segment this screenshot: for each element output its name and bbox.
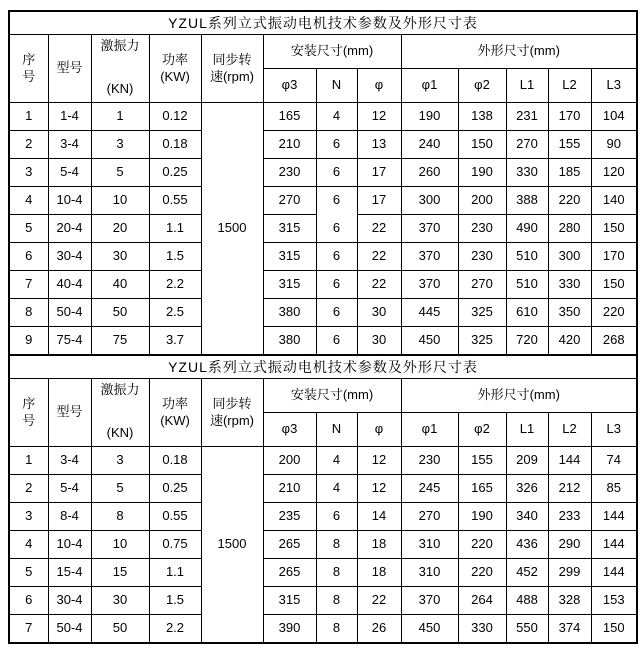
header-phi1: φ1 (401, 69, 458, 103)
header-power-unit: (KW) (160, 68, 190, 84)
cell-power: 1.1 (149, 215, 201, 243)
cell-l1: 490 (506, 215, 548, 243)
cell-n: 6 (316, 187, 357, 215)
table-row (9, 475, 637, 503)
header-l1: L1 (506, 413, 548, 447)
cell-l3: 90 (591, 131, 637, 159)
cell-phi2: 330 (458, 615, 506, 644)
cell-phi2: 150 (458, 131, 506, 159)
cell-n: 6 (316, 503, 357, 531)
cell-phi1: 260 (401, 159, 458, 187)
table-title: YZUL系列立式振动电机技术参数及外形尺寸表 (9, 356, 637, 379)
table-row (9, 559, 637, 587)
cell-seq: 7 (9, 615, 48, 644)
cell-seq: 7 (9, 271, 48, 299)
cell-phi3: 230 (263, 159, 316, 187)
cell-phi3: 315 (263, 215, 316, 243)
cell-phi3: 315 (263, 587, 316, 615)
cell-seq: 1 (9, 103, 48, 131)
cell-phi3: 265 (263, 531, 316, 559)
header-power-line1: 功率 (161, 51, 188, 67)
cell-force: 20 (91, 215, 149, 243)
header-l3: L3 (591, 413, 637, 447)
header-seq (9, 379, 48, 447)
cell-phi: 30 (357, 299, 401, 327)
cell-l1: 326 (506, 475, 548, 503)
header-seq (9, 35, 48, 103)
cell-l3: 120 (591, 159, 637, 187)
cell-phi2: 138 (458, 103, 506, 131)
cell-model: 3-4 (48, 131, 91, 159)
cell-phi2: 220 (458, 531, 506, 559)
header-phi3: φ3 (263, 69, 316, 103)
cell-model: 75-4 (48, 327, 91, 356)
cell-phi: 30 (357, 327, 401, 356)
cell-l1: 209 (506, 447, 548, 475)
cell-power: 0.75 (149, 531, 201, 559)
cell-seq: 4 (9, 187, 48, 215)
header-seq-line1: 序 (22, 51, 36, 67)
title-row (9, 356, 637, 379)
cell-l2: 212 (548, 475, 591, 503)
cell-phi: 12 (357, 447, 401, 475)
cell-l2: 185 (548, 159, 591, 187)
cell-l1: 231 (506, 103, 548, 131)
cell-phi2: 165 (458, 475, 506, 503)
cell-phi1: 270 (401, 503, 458, 531)
cell-phi: 12 (357, 475, 401, 503)
cell-phi1: 370 (401, 587, 458, 615)
cell-l3: 150 (591, 615, 637, 644)
cell-power: 2.2 (149, 615, 201, 644)
header-force-line1: 激振力 (100, 381, 140, 397)
cell-power: 0.25 (149, 159, 201, 187)
cell-phi: 18 (357, 531, 401, 559)
cell-phi1: 230 (401, 447, 458, 475)
cell-n: 4 (316, 103, 357, 131)
cell-power: 1.1 (149, 559, 201, 587)
header-power-unit: (KW) (160, 412, 190, 428)
cell-seq: 6 (9, 243, 48, 271)
spec-table-2 (8, 356, 638, 644)
cell-phi: 17 (357, 187, 401, 215)
cell-phi2: 325 (458, 327, 506, 356)
cell-l1: 270 (506, 131, 548, 159)
header-n: N (316, 69, 357, 103)
cell-l1: 550 (506, 615, 548, 644)
cell-l2: 144 (548, 447, 591, 475)
header-power (149, 379, 201, 447)
cell-phi1: 450 (401, 615, 458, 644)
header-install-group: 安装尺寸(mm) (263, 35, 401, 69)
cell-force: 30 (91, 243, 149, 271)
cell-power: 0.18 (149, 131, 201, 159)
cell-speed-rpm: 1500 (201, 447, 263, 644)
cell-force: 15 (91, 559, 149, 587)
cell-phi2: 190 (458, 503, 506, 531)
header-seq-line2: 号 (22, 68, 36, 84)
header-outline-group: 外形尺寸(mm) (401, 379, 637, 413)
cell-power: 0.18 (149, 447, 201, 475)
cell-phi2: 264 (458, 587, 506, 615)
spec-sheet (8, 10, 636, 644)
cell-l2: 233 (548, 503, 591, 531)
cell-power: 1.5 (149, 587, 201, 615)
header-phi2: φ2 (458, 413, 506, 447)
cell-power: 0.55 (149, 503, 201, 531)
cell-n: 6 (316, 299, 357, 327)
header-row-1 (9, 35, 637, 69)
spec-table-1 (8, 10, 638, 356)
header-phi1: φ1 (401, 413, 458, 447)
cell-n: 6 (316, 327, 357, 356)
header-speed-line2: 速(rpm) (209, 412, 255, 428)
table-row (9, 327, 637, 356)
cell-phi1: 245 (401, 475, 458, 503)
table-row (9, 447, 637, 475)
cell-power: 0.25 (149, 475, 201, 503)
cell-l1: 330 (506, 159, 548, 187)
header-l1: L1 (506, 69, 548, 103)
cell-l3: 153 (591, 587, 637, 615)
cell-l3: 140 (591, 187, 637, 215)
table-title: YZUL系列立式振动电机技术参数及外形尺寸表 (9, 11, 637, 35)
cell-phi: 26 (357, 615, 401, 644)
cell-model: 3-4 (48, 447, 91, 475)
cell-phi1: 445 (401, 299, 458, 327)
cell-l1: 436 (506, 531, 548, 559)
header-force-unit: (KN) (106, 80, 134, 96)
cell-phi2: 155 (458, 447, 506, 475)
table-row (9, 103, 637, 131)
cell-phi3: 380 (263, 299, 316, 327)
cell-l3: 144 (591, 559, 637, 587)
cell-n: 6 (316, 131, 357, 159)
header-power (149, 35, 201, 103)
cell-l2: 374 (548, 615, 591, 644)
header-force (91, 35, 149, 103)
cell-l3: 268 (591, 327, 637, 356)
cell-phi3: 165 (263, 103, 316, 131)
table-row (9, 299, 637, 327)
cell-l2: 300 (548, 243, 591, 271)
cell-l2: 330 (548, 271, 591, 299)
title-row (9, 11, 637, 35)
cell-power: 1.5 (149, 243, 201, 271)
cell-l1: 452 (506, 559, 548, 587)
cell-n: 8 (316, 615, 357, 644)
header-speed-line1: 同步转 (212, 51, 252, 67)
header-power-line1: 功率 (161, 395, 188, 411)
cell-phi3: 315 (263, 243, 316, 271)
cell-n: 6 (316, 159, 357, 187)
cell-model: 10-4 (48, 187, 91, 215)
cell-seq: 9 (9, 327, 48, 356)
header-l3: L3 (591, 69, 637, 103)
cell-phi3: 210 (263, 131, 316, 159)
header-outline-group: 外形尺寸(mm) (401, 35, 637, 69)
cell-model: 30-4 (48, 243, 91, 271)
cell-l2: 290 (548, 531, 591, 559)
cell-l1: 610 (506, 299, 548, 327)
cell-seq: 4 (9, 531, 48, 559)
header-seq-line2: 号 (22, 412, 36, 428)
cell-l3: 170 (591, 243, 637, 271)
cell-l3: 85 (591, 475, 637, 503)
cell-force: 5 (91, 475, 149, 503)
cell-phi: 22 (357, 271, 401, 299)
table-row (9, 615, 637, 644)
table-row (9, 215, 637, 243)
header-model: 型号 (48, 379, 91, 447)
cell-phi3: 270 (263, 187, 316, 215)
cell-model: 8-4 (48, 503, 91, 531)
cell-phi2: 325 (458, 299, 506, 327)
cell-l3: 104 (591, 103, 637, 131)
cell-phi2: 230 (458, 243, 506, 271)
cell-l1: 340 (506, 503, 548, 531)
cell-power: 2.2 (149, 271, 201, 299)
cell-power: 0.55 (149, 187, 201, 215)
cell-speed-rpm: 1500 (201, 103, 263, 356)
cell-seq: 8 (9, 299, 48, 327)
cell-force: 8 (91, 503, 149, 531)
cell-phi2: 190 (458, 159, 506, 187)
cell-l3: 74 (591, 447, 637, 475)
cell-seq: 5 (9, 215, 48, 243)
cell-seq: 3 (9, 159, 48, 187)
cell-n: 6 (316, 215, 357, 243)
cell-n: 8 (316, 587, 357, 615)
cell-model: 5-4 (48, 475, 91, 503)
cell-force: 50 (91, 615, 149, 644)
cell-model: 50-4 (48, 615, 91, 644)
cell-model: 50-4 (48, 299, 91, 327)
cell-force: 50 (91, 299, 149, 327)
table-row (9, 243, 637, 271)
cell-l3: 220 (591, 299, 637, 327)
table-row (9, 531, 637, 559)
cell-phi2: 270 (458, 271, 506, 299)
cell-l2: 155 (548, 131, 591, 159)
cell-n: 6 (316, 243, 357, 271)
cell-phi: 17 (357, 159, 401, 187)
header-l2: L2 (548, 413, 591, 447)
cell-l1: 510 (506, 243, 548, 271)
cell-l2: 350 (548, 299, 591, 327)
cell-phi1: 310 (401, 531, 458, 559)
cell-seq: 6 (9, 587, 48, 615)
cell-seq: 3 (9, 503, 48, 531)
cell-l1: 510 (506, 271, 548, 299)
cell-phi2: 200 (458, 187, 506, 215)
header-row-1 (9, 379, 637, 413)
header-phi: φ (357, 413, 401, 447)
cell-force: 3 (91, 447, 149, 475)
cell-l2: 299 (548, 559, 591, 587)
cell-phi1: 300 (401, 187, 458, 215)
cell-model: 40-4 (48, 271, 91, 299)
cell-l1: 388 (506, 187, 548, 215)
cell-force: 30 (91, 587, 149, 615)
cell-seq: 2 (9, 131, 48, 159)
cell-phi3: 315 (263, 271, 316, 299)
cell-n: 4 (316, 447, 357, 475)
cell-phi1: 310 (401, 559, 458, 587)
cell-force: 5 (91, 159, 149, 187)
cell-power: 0.12 (149, 103, 201, 131)
cell-model: 30-4 (48, 587, 91, 615)
header-force (91, 379, 149, 447)
cell-phi3: 235 (263, 503, 316, 531)
cell-force: 10 (91, 531, 149, 559)
cell-force: 40 (91, 271, 149, 299)
cell-phi: 13 (357, 131, 401, 159)
cell-power: 3.7 (149, 327, 201, 356)
cell-phi3: 390 (263, 615, 316, 644)
cell-seq: 2 (9, 475, 48, 503)
cell-model: 1-4 (48, 103, 91, 131)
cell-phi3: 210 (263, 475, 316, 503)
cell-force: 3 (91, 131, 149, 159)
cell-phi1: 190 (401, 103, 458, 131)
table-row (9, 187, 637, 215)
header-install-group: 安装尺寸(mm) (263, 379, 401, 413)
table-row (9, 159, 637, 187)
table-row (9, 131, 637, 159)
cell-phi: 22 (357, 587, 401, 615)
table-row (9, 503, 637, 531)
cell-n: 6 (316, 271, 357, 299)
header-n: N (316, 413, 357, 447)
header-force-line1: 激振力 (100, 37, 140, 53)
table-body-1 (9, 103, 637, 356)
header-speed (201, 35, 263, 103)
cell-model: 20-4 (48, 215, 91, 243)
table-body-2 (9, 447, 637, 644)
cell-phi2: 220 (458, 559, 506, 587)
cell-phi1: 370 (401, 215, 458, 243)
cell-model: 5-4 (48, 159, 91, 187)
cell-phi: 14 (357, 503, 401, 531)
cell-phi: 22 (357, 243, 401, 271)
table-row (9, 587, 637, 615)
cell-phi2: 230 (458, 215, 506, 243)
cell-phi: 12 (357, 103, 401, 131)
table-row (9, 271, 637, 299)
cell-n: 8 (316, 559, 357, 587)
cell-l3: 150 (591, 215, 637, 243)
header-speed-line2: 速(rpm) (209, 68, 255, 84)
cell-power: 2.5 (149, 299, 201, 327)
cell-phi3: 265 (263, 559, 316, 587)
cell-phi1: 370 (401, 243, 458, 271)
cell-l3: 144 (591, 531, 637, 559)
cell-force: 1 (91, 103, 149, 131)
cell-phi1: 240 (401, 131, 458, 159)
cell-model: 15-4 (48, 559, 91, 587)
header-seq-line1: 序 (22, 395, 36, 411)
header-phi3: φ3 (263, 413, 316, 447)
cell-seq: 1 (9, 447, 48, 475)
cell-force: 10 (91, 187, 149, 215)
cell-phi: 18 (357, 559, 401, 587)
cell-l3: 144 (591, 503, 637, 531)
cell-phi: 22 (357, 215, 401, 243)
cell-seq: 5 (9, 559, 48, 587)
cell-phi1: 450 (401, 327, 458, 356)
cell-l2: 280 (548, 215, 591, 243)
cell-l2: 328 (548, 587, 591, 615)
header-speed (201, 379, 263, 447)
cell-l2: 170 (548, 103, 591, 131)
cell-l2: 420 (548, 327, 591, 356)
header-l2: L2 (548, 69, 591, 103)
header-force-unit: (KN) (106, 424, 134, 440)
header-phi2: φ2 (458, 69, 506, 103)
header-phi: φ (357, 69, 401, 103)
cell-l1: 488 (506, 587, 548, 615)
cell-phi1: 370 (401, 271, 458, 299)
cell-phi3: 380 (263, 327, 316, 356)
header-speed-line1: 同步转 (212, 395, 252, 411)
cell-phi3: 200 (263, 447, 316, 475)
cell-force: 75 (91, 327, 149, 356)
cell-l1: 720 (506, 327, 548, 356)
cell-n: 8 (316, 531, 357, 559)
cell-n: 4 (316, 475, 357, 503)
cell-l3: 150 (591, 271, 637, 299)
cell-model: 10-4 (48, 531, 91, 559)
header-model: 型号 (48, 35, 91, 103)
cell-l2: 220 (548, 187, 591, 215)
